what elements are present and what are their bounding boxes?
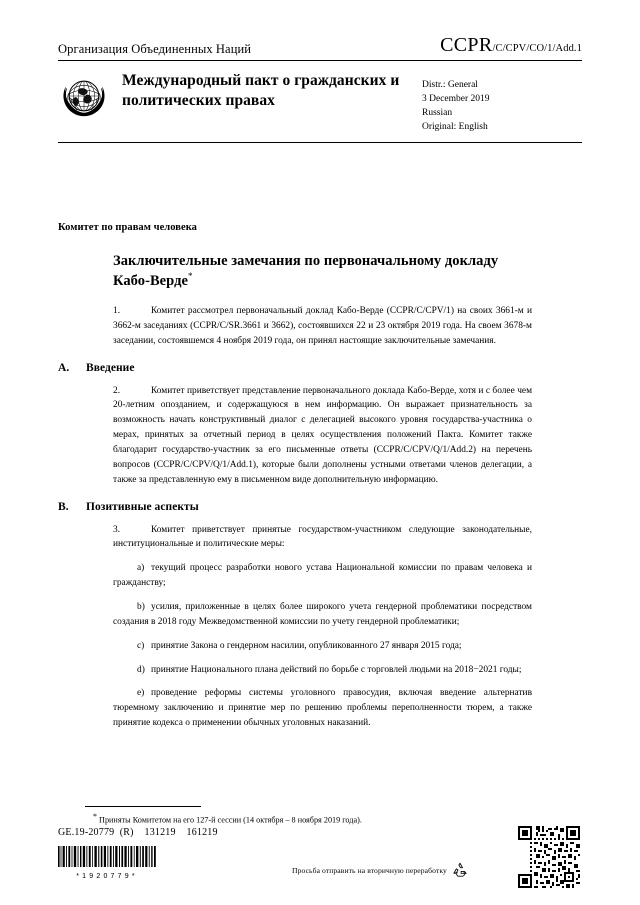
- barcode: [58, 846, 156, 880]
- page-title-footnote-marker: *: [187, 271, 193, 282]
- list-item-text: принятие Национального плана действий по борьбе с торговлей людьми на 2018−2021 годы;: [151, 664, 522, 675]
- section-label: Позитивные аспекты: [86, 500, 199, 513]
- paragraph-number: 2.: [113, 385, 121, 396]
- covenant-title: Международный пакт о гражданских и политических правах: [122, 72, 400, 109]
- list-item: [113, 663, 532, 678]
- recycle-icon: [451, 861, 469, 879]
- distribution-original: Original: English: [422, 121, 488, 132]
- job-number: GE.19-20779 (R) 131219 161219: [58, 827, 218, 838]
- list-item-text: усилия, приложенные в целях более широкого учета гендерной проблематики посредством создания в 2018 году Межведомственной комиссии по учету гендерной проблематики;: [113, 602, 532, 627]
- list-item: [113, 561, 532, 591]
- paragraph-text: Комитет рассмотрел первоначальный доклад Кабо-Верде (CCPR/C/CPV/1) на своих 3661-м и 3662-м заседаниях (CCPR/C/SR.3661 и 3662), состоявшихся 22 и 23 октября 2019 года. На своем 3678-м заседании, состоявшемся 4 ноября 2019 года, он принял настоящие заключительные замечания.: [113, 306, 532, 346]
- barcode-text: *1920779*: [76, 873, 138, 880]
- list-item-marker: c): [137, 640, 145, 651]
- distribution-language: Russian: [422, 107, 453, 118]
- paragraph-text: Комитет приветствует принятые государством-участником следующие законодательные, институциональные и политические меры:: [113, 524, 532, 550]
- section-heading-a: [58, 362, 532, 374]
- header-top-row: [58, 34, 582, 60]
- document-header: [58, 34, 582, 143]
- organization-name: Организация Объединенных Наций: [58, 42, 252, 57]
- list-item-marker: b): [137, 602, 145, 613]
- list-item-text: проведение реформы системы уголовного правосудия, включая введение альтернатив тюремному заключению и принятие мер по решению проблемы переполненности тюрем, а также принятие кодекса о применении обычных уголовных наказаний.: [113, 688, 532, 729]
- paragraph-2: [113, 384, 532, 488]
- section-label: Введение: [86, 361, 135, 374]
- recycle-notice: [292, 861, 469, 879]
- list-item-marker: d): [137, 664, 145, 675]
- page-title-text: Заключительные замечания по первоначальному докладу Кабо-Верде: [113, 253, 499, 289]
- paragraph-1: [113, 304, 532, 349]
- committee-name: Комитет по правам человека: [58, 222, 197, 233]
- list-item: [113, 686, 532, 731]
- paragraph-number: 3.: [113, 524, 121, 535]
- list-item: [113, 639, 532, 654]
- footnote-block: [85, 806, 525, 826]
- list-item-marker: e): [137, 688, 145, 699]
- list-item-text: принятие Закона о гендерном насилии, опубликованного 27 января 2015 года;: [151, 640, 462, 651]
- un-emblem: [60, 72, 108, 120]
- qr-code: [516, 824, 582, 890]
- section-letter: B.: [58, 500, 69, 513]
- footnote-marker: *: [93, 812, 97, 821]
- list-item-text: текущий процесс разработки нового устава Национальной комиссии по правам человека и гражданству;: [113, 563, 532, 589]
- distribution-date: 3 December 2019: [422, 93, 490, 104]
- section-letter: A.: [58, 361, 70, 374]
- footnote-separator: [85, 806, 201, 807]
- document-symbol-suffix: /C/CPV/CO/1/Add.1: [492, 43, 582, 54]
- header-bottom-rule: [58, 142, 582, 143]
- paragraph-text: Комитет приветствует представление первоначального доклада Кабо-Верде, хотя и с более чем 20-летним опозданием, и содержащуюся в нем информацию. Он выражает признательность за возможность начать конструктивный диалог с делегацией высокого уровня государства-участника о мерах, принятых за отчетный период в целях осуществления положений Пакта. Комитет также благодарит государство-участник за его письменные ответы (CCPR/C/CPV/Q/1/Add.2) на перечень вопросов (CCPR/C/CPV/Q/1/Add.1), которые были дополнены устными ответами членов делегации, а также за представленную ему в письменном виде дополнительную информацию.: [113, 385, 532, 485]
- list-item-marker: a): [137, 563, 145, 574]
- footnote-text: Приняты Комитетом на его 127-й сессии (14 октября – 8 ноября 2019 года).: [99, 815, 362, 825]
- document-body: [58, 304, 532, 740]
- header-main-row: [58, 61, 582, 142]
- section-heading-b: [58, 501, 532, 513]
- paragraph-number: 1.: [113, 306, 121, 316]
- distribution-block: [422, 70, 582, 134]
- paragraph-3: [113, 523, 532, 553]
- document-symbol-main: CCPR: [440, 34, 493, 56]
- list-item: [113, 600, 532, 630]
- footnote: [85, 811, 525, 826]
- recycle-text: Просьба отправить на вторичную переработку: [292, 865, 447, 875]
- page-title: [113, 252, 513, 291]
- distribution-type: Distr.: General: [422, 80, 478, 90]
- document-symbol: [440, 34, 582, 57]
